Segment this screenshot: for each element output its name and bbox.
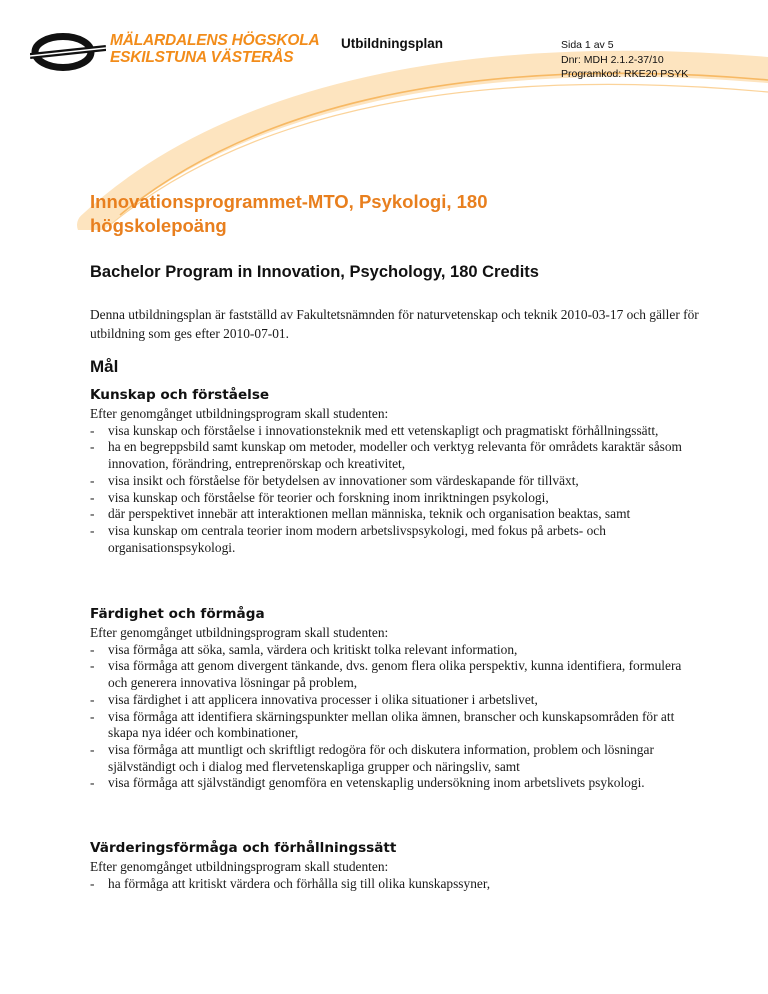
page-title: Innovationsprogrammet-MTO, Psykologi, 180 högskolepoäng <box>90 191 488 236</box>
page-number: Sida 1 av 5 <box>561 39 614 51</box>
section-heading: Färdighet och förmåga <box>90 606 265 622</box>
goal-list <box>90 642 690 792</box>
section-heading: Kunskap och förståelse <box>90 387 270 403</box>
section-skills <box>90 604 690 792</box>
list-item: - visa insikt och förståelse för betydelsen av innovationer som värdeskapande för tillväxt, <box>90 473 690 490</box>
university-logo <box>30 32 320 72</box>
list-item: - visa kunskap och förståelse i innovationsteknik med ett vetenskapligt och pragmatiskt förhållningssätt, <box>90 423 690 440</box>
list-item: - visa förmåga att muntligt och skriftligt redogöra för och diskutera information, problem och lösningar självständigt och i dialog med flervetenskapliga grupper och näringsliv, samt <box>90 742 690 775</box>
section-knowledge <box>90 385 690 556</box>
list-item: - visa färdighet i att applicera innovativa processer i olika situationer i arbetslivet, <box>90 692 690 709</box>
goal-list <box>90 423 690 557</box>
goal-list <box>90 876 690 893</box>
intro-paragraph: Denna utbildningsplan är fastställd av Fakultetsnämnden för naturvetenskap och teknik 2010-03-17 och gäller för utbildning som ges efter 2010-07-01. <box>90 307 699 341</box>
page-subtitle: Bachelor Program in Innovation, Psychology, 180 Credits <box>90 263 539 281</box>
list-item: - ha förmåga att kritiskt värdera och förhålla sig till olika kunskapssyner, <box>90 876 690 893</box>
document-meta <box>561 38 688 82</box>
logo-emblem-icon <box>30 32 106 72</box>
section-lead: Efter genomgånget utbildningsprogram skall studenten: <box>90 406 389 421</box>
list-item: - visa förmåga att självständigt genomföra en vetenskaplig undersökning inom arbetslivets psykologi. <box>90 775 690 792</box>
list-item: - visa förmåga att genom divergent tänkande, dvs. genom flera olika perspektiv, kunna identifiera, formulera och generera innovativa lösningar på problem, <box>90 658 690 691</box>
section-values <box>90 838 690 892</box>
program-code: Programkod: RKE20 PSYK <box>561 68 689 80</box>
list-item: - visa förmåga att söka, samla, värdera och kritiskt tolka relevant information, <box>90 642 690 659</box>
section-heading-mal: Mål <box>90 357 119 376</box>
logo-text-line2: ESKILSTUNA VÄSTERÅS <box>110 49 294 66</box>
document-type: Utbildningsplan <box>341 36 443 51</box>
section-lead: Efter genomgånget utbildningsprogram skall studenten: <box>90 625 389 640</box>
list-item: - visa förmåga att identifiera skärningspunkter mellan olika ämnen, branscher och kunskapsområden för att skapa nya idéer och kombinationer, <box>90 709 690 742</box>
section-heading: Värderingsförmåga och förhållningssätt <box>90 840 397 856</box>
list-item: - visa kunskap och förståelse för teorier och forskning inom inriktningen psykologi, <box>90 490 690 507</box>
logo-text-line1: MÄLARDALENS HÖGSKOLA <box>110 32 320 49</box>
list-item: - där perspektivet innebär att interaktionen mellan människa, teknik och organisation beaktas, samt <box>90 506 690 523</box>
list-item: - visa kunskap om centrala teorier inom modern arbetslivspsykologi, med fokus på arbets- och organisationspsykologi. <box>90 523 690 556</box>
diary-number: Dnr: MDH 2.1.2-37/10 <box>561 53 664 66</box>
section-lead: Efter genomgånget utbildningsprogram skall studenten: <box>90 859 389 874</box>
list-item: - ha en begreppsbild samt kunskap om metoder, modeller och verktyg relevanta för områdets karaktär såsom innovation, förändring, entreprenörskap och kreativitet, <box>90 439 690 472</box>
